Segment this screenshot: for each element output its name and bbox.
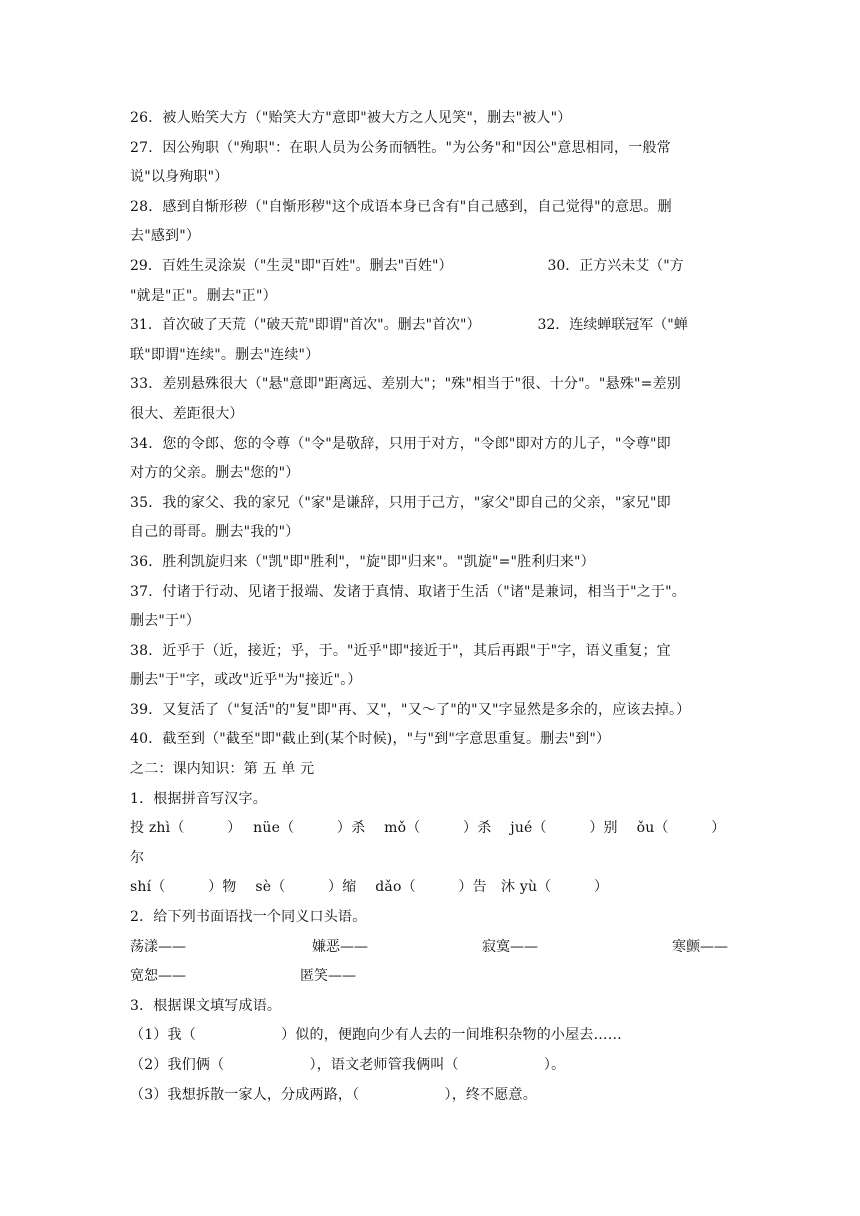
word-nixiao: 匿笑——	[300, 968, 356, 985]
item-31: 31．首次破了天荒（"破天荒"即谓"首次"。删去"首次"）	[130, 317, 481, 334]
item-39: 39．又复活了（"复活"的"复"即"再、又"，"又～了"的"又"字显然是多余的，应该去掉。）	[130, 701, 691, 718]
word-jimo: 寂寞——	[482, 938, 538, 955]
item-33-line2: 很大、差距很大）	[130, 405, 244, 422]
items-29-30-row	[130, 252, 730, 282]
question-2-title: 2．给下列书面语找一个同义口头语。	[130, 909, 367, 926]
item-38-line2: 删去"于"字，或改"近乎"为"接近"。）	[130, 672, 362, 689]
item-26: 26．被人贻笑大方（"贻笑大方"意即"被大方之人见笑"，删去"被人"）	[130, 110, 572, 126]
item-33-line1: 33．差别悬殊很大（"悬"意即"距离远、差别大"；"殊"相当于"很、十分"。"悬殊"=差别	[130, 376, 681, 393]
item-34-line1: 34．您的令郎、您的令尊（"令"是敬辞，只用于对方，"令郎"即对方的儿子，"令尊"即	[130, 435, 671, 452]
item-28-line1: 28．感到自惭形秽（"自惭形秽"这个成语本身已含有"自己感到，自己觉得"的意思。删	[130, 198, 672, 215]
item-29: 29．百姓生灵涂炭（"生灵"即"百姓"。删去"百姓"）	[130, 257, 453, 274]
item-27-line1: 27．因公殉职（"殉职"：在职人员为公务而牺牲。"为公务"和"因公"意思相同，一般常	[130, 139, 671, 156]
document-body	[130, 104, 730, 1110]
item-36: 36．胜利凯旋归来（"凯"即"胜利"，"旋"即"归来"。"凯旋"="胜利归来"）	[130, 553, 595, 570]
question-1-pinyin-line3: shí（ ）物 sè（ ）缩 dǎo（ ）告 沐 yù（ ）	[130, 879, 609, 896]
question-1-pinyin-line2: 尔	[130, 849, 145, 866]
question-3-sentence-2: （2）我们俩（ ），语文老师管我俩叫（ ）。	[130, 1057, 566, 1073]
word-hanzhan: 寒颤——	[672, 938, 728, 955]
question-3-sentence-1: （1）我（ ）似的，便跑向少有人去的一间堆积杂物的小屋去……	[130, 1027, 622, 1044]
item-40: 40．截至到（"截至"即"截止到(某个时候)，"与"到"字意思重复。删去"到"）	[130, 731, 611, 748]
question-2-words-row2	[130, 962, 730, 992]
section-title: 之二：课内知识：第 五 单 元	[130, 761, 315, 778]
item-38-line1: 38．近乎于（近，接近；乎，于。"近乎"即"接近于"，其后再跟"于"字，语义重复；宜	[130, 642, 671, 659]
word-xianwu: 嫌恶——	[312, 938, 368, 955]
word-kuanshu: 宽恕——	[130, 968, 186, 985]
item-37-line2: 删去"于"）	[130, 613, 201, 630]
item-37-line1: 37．付诸于行动、见诸于报端、发诸于真情、取诸于生活（"诸"是兼词，相当于"之于"。	[130, 583, 686, 600]
item-30-part2: "就是"正"。删去"正"）	[130, 287, 277, 304]
question-1-pinyin-line1: 投 zhì（ ） nüe（ ）杀 mǒ（ ）杀 jué（ ）别 ǒu（ ）	[130, 820, 726, 837]
item-27-line2: 说"以身殉职"）	[130, 169, 229, 186]
item-30-part1: 30．正方兴未艾（"方	[547, 257, 684, 274]
item-35-line1: 35．我的家父、我的家兄（"家"是谦辞，只用于己方，"家父"即自己的父亲，"家兄"即	[130, 494, 671, 511]
item-34-line2: 对方的父亲。删去"您的"）	[130, 465, 300, 482]
items-31-32-row	[130, 311, 730, 341]
item-35-line2: 自己的哥哥。删去"我的"）	[130, 524, 300, 541]
item-32-part2: 联"即谓"连续"。删去"连续"）	[130, 346, 320, 363]
question-3-sentence-3: （3）我想拆散一家人，分成两路，（ ），终不愿意。	[130, 1086, 537, 1103]
item-32-part1: 32．连续蝉联冠军（"蝉	[537, 317, 688, 334]
question-2-words-row1	[130, 933, 730, 963]
word-dangyang: 荡漾——	[130, 938, 186, 955]
question-1-title: 1．根据拼音写汉字。	[130, 790, 267, 807]
item-28-line2: 去"感到"）	[130, 228, 201, 245]
question-3-title: 3．根据课文填写成语。	[130, 997, 282, 1014]
